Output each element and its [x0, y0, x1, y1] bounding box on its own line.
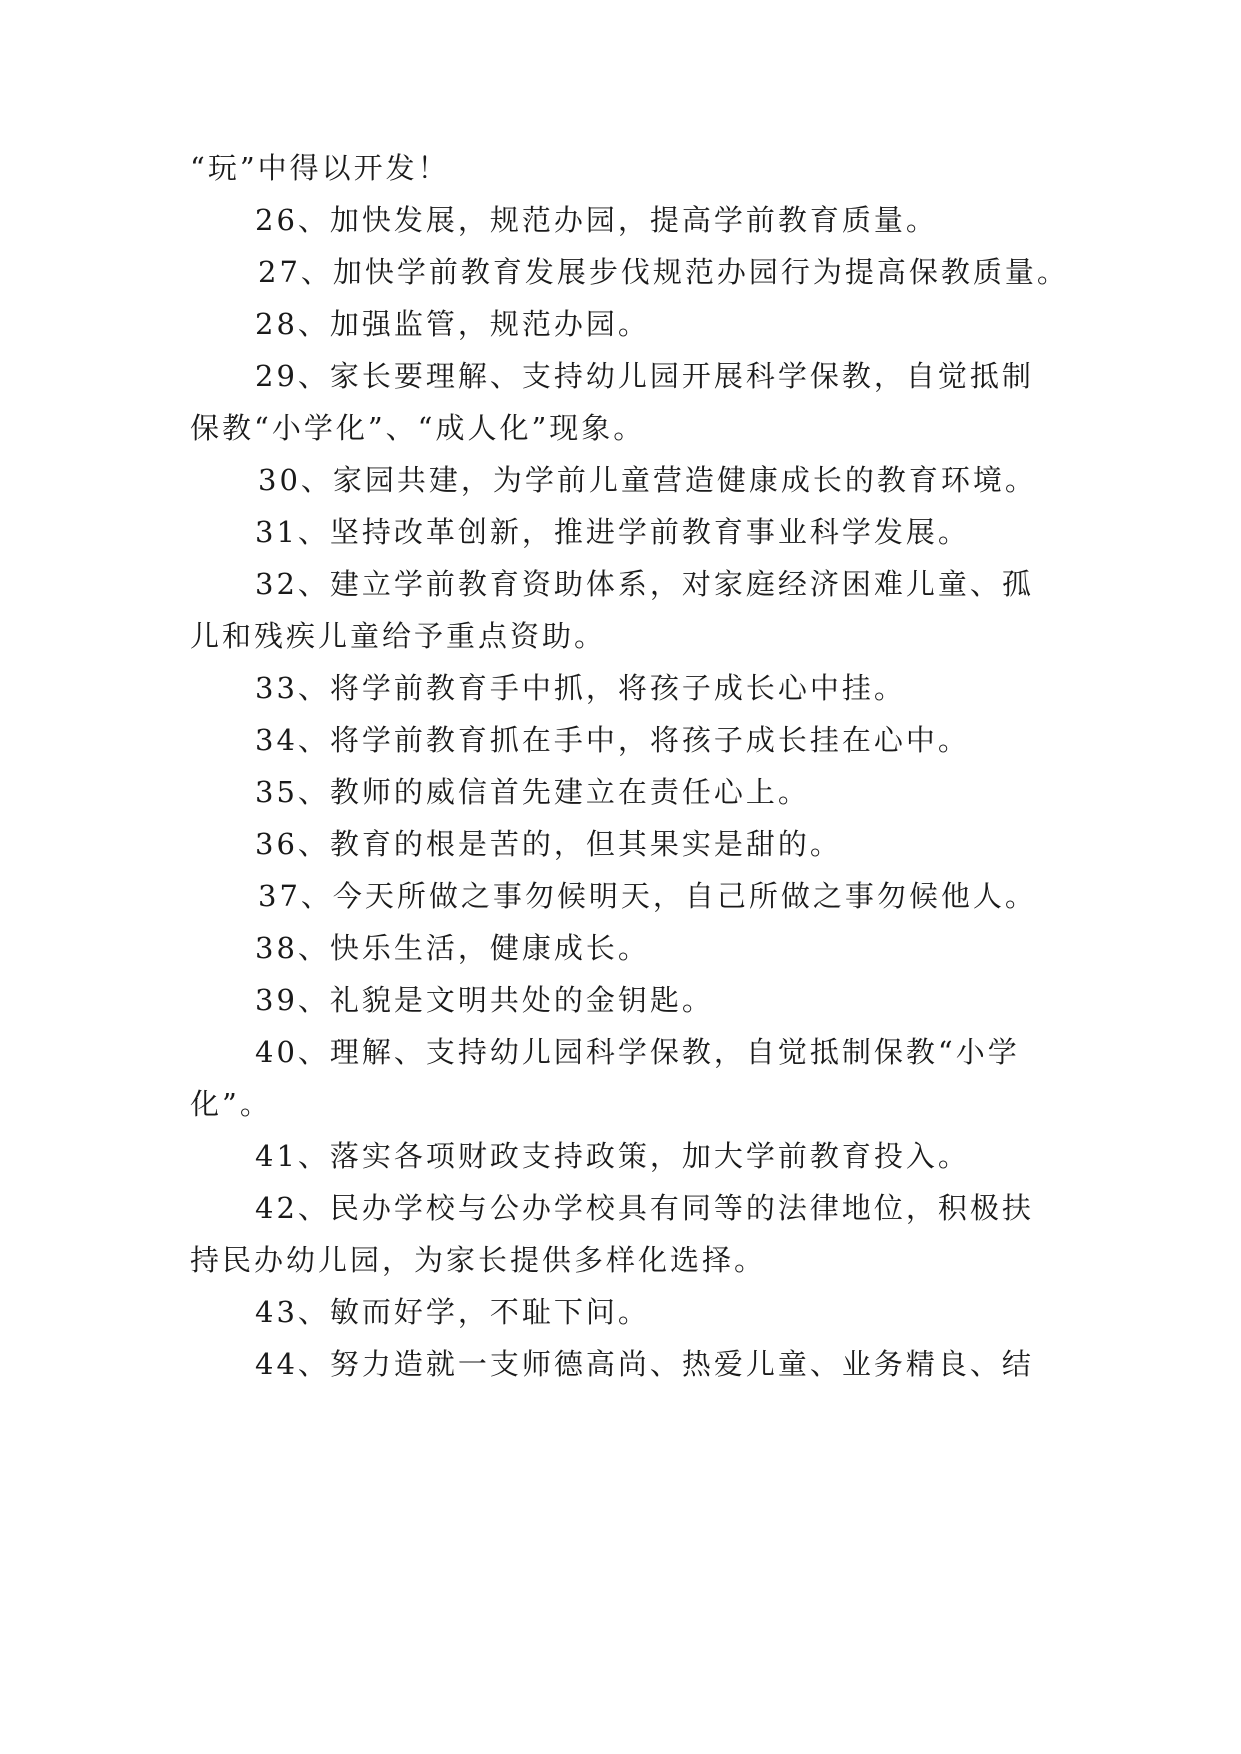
- text-line: 30、家园共建，为学前儿童营造健康成长的教育环境。: [258, 463, 1037, 497]
- text-line: 保教“小学化”、“成人化”现象。: [190, 411, 646, 445]
- text-line: 38、快乐生活，健康成长。: [255, 931, 650, 965]
- text-line: 27、加快学前教育发展步伐规范办园行为提高保教质量。: [258, 255, 1069, 289]
- text-line: 持民办幼儿园，为家长提供多样化选择。: [190, 1243, 767, 1277]
- text-line: 37、今天所做之事勿候明天，自己所做之事勿候他人。: [258, 879, 1037, 913]
- text-line: 31、坚持改革创新，推进学前教育事业科学发展。: [255, 515, 970, 549]
- text-line: 26、加快发展，规范办园，提高学前教育质量。: [255, 203, 938, 237]
- text-line: 41、落实各项财政支持政策，加大学前教育投入。: [255, 1139, 970, 1173]
- text-line: 36、教育的根是苦的，但其果实是甜的。: [255, 827, 842, 861]
- text-line: 化”。: [190, 1087, 272, 1121]
- text-line: 44、努力造就一支师德高尚、热爱儿童、业务精良、结: [255, 1347, 1034, 1381]
- text-line: 32、建立学前教育资助体系，对家庭经济困难儿童、孤: [255, 567, 1034, 601]
- text-line: 33、将学前教育手中抓，将孩子成长心中挂。: [255, 671, 906, 705]
- text-line: “玩”中得以开发！: [190, 151, 450, 185]
- text-line: 39、礼貌是文明共处的金钥匙。: [255, 983, 714, 1017]
- text-line: 28、加强监管，规范办园。: [255, 307, 650, 341]
- text-line: 儿和残疾儿童给予重点资助。: [190, 619, 607, 653]
- text-line: 43、敏而好学，不耻下问。: [255, 1295, 650, 1329]
- text-line: 34、将学前教育抓在手中，将孩子成长挂在心中。: [255, 723, 970, 757]
- text-line: 29、家长要理解、支持幼儿园开展科学保教，自觉抵制: [255, 359, 1034, 393]
- text-line: 35、教师的威信首先建立在责任心上。: [255, 775, 810, 809]
- text-line: 40、理解、支持幼儿园科学保教，自觉抵制保教“小学: [255, 1035, 1020, 1069]
- text-line: 42、民办学校与公办学校具有同等的法律地位，积极扶: [255, 1191, 1034, 1225]
